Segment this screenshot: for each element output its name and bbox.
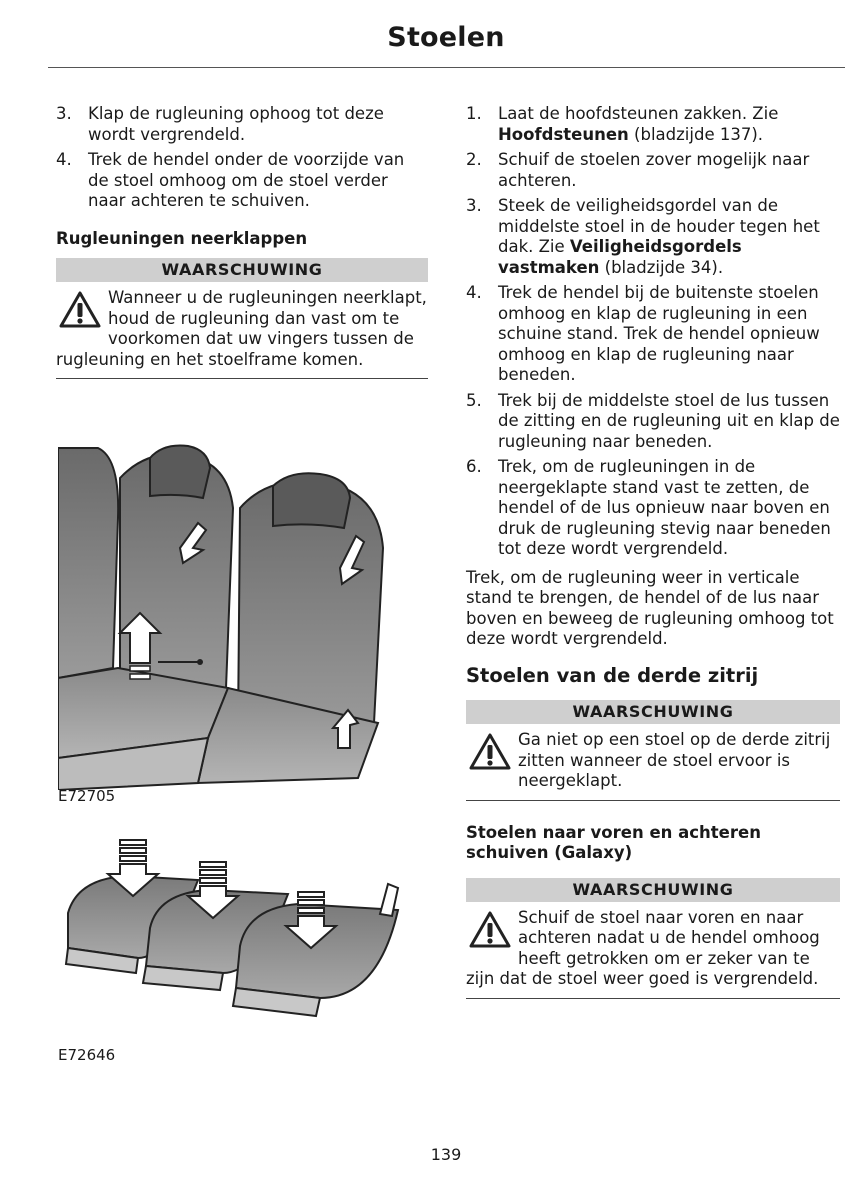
list-item: 6. Trek, om de rugleuningen in de neergeklapte stand vast te zetten, de hendel of de lus opnieuw naar boven en druk de rugleuning stevig naar beneden tot deze wordt vergrendeld. [466,457,831,558]
seats-folded-illustration [58,838,410,1040]
list-item: 5. Trek bij de middelste stoel de lus tussen de zitting en de rugleuning uit en klap de rugleuning naar beneden. [466,390,840,451]
warning-label: WAARSCHUWING [466,700,840,724]
section-heading: Stoelen van de derde zitrij [466,663,759,687]
left-column [56,104,428,379]
warning-text: Schuif de stoel naar voren en naar achteren nadat u de hendel omhoog heeft getrokken om er zeker van te zijn dat de stoel weer goed is vergrendeld. [466,907,820,988]
cross-reference: Hoofdsteunen [498,124,629,144]
warning-label: WAARSCHUWING [466,878,840,902]
warning-label: WAARSCHUWING [56,258,428,282]
warning-text: Ga niet op een stoel op de derde zitrij zitten wanneer de stoel ervoor is neergeklapt. [518,730,831,790]
warning-box [466,730,840,801]
page-number: 139 [430,1145,462,1164]
warning-box [56,288,428,379]
paragraph: Trek, om de rugleuning weer in verticale stand te brengen, de hendel of de lus naar boven en beweeg de rugleuning omhoog tot deze wordt vergrendeld. [466,567,834,648]
list-item: 3. Klap de rugleuning ophoog tot deze wordt vergrendeld. [56,104,384,144]
title-divider [48,67,845,68]
list-item: 1. Laat de hoofdsteunen zakken. Zie Hoofdsteunen (bladzijde 137). [466,104,779,144]
left-steps-list [56,104,428,212]
figure-code: E72646 [58,1046,116,1064]
page-title: Stoelen [387,22,505,53]
warning-text: Wanneer u de rugleuningen neerklapt, houd de rugleuning dan vast om te voorkomen dat uw vingers tussen de rugleuning en het stoelframe komen. [56,288,427,369]
right-steps-list [466,104,840,560]
step-text: Trek de hendel onder de voorzijde van de stoel omhoog om de stoel verder naar achteren te schuiven. [88,150,405,210]
warning-box [466,908,840,999]
cross-reference: Veiligheidsgordels vastmaken [498,237,742,277]
list-item: 3. Steek de veiligheidsgordel van de middelste stoel in de houder tegen het dak. Zie Veiligheidsgordels vastmaken (bladzijde 34). [466,196,820,277]
list-item: 2. Schuif de stoelen zover mogelijk naar achteren. [466,150,810,190]
list-item: 4. Trek de hendel bij de buitenste stoelen omhoog en klap de rugleuning in een schuine stand. Trek de hendel opnieuw omhoog en klap de rugleuning naar beneden. [466,283,820,384]
list-item: 4. Trek de hendel onder de voorzijde van de stoel omhoog om de stoel verder naar achteren te schuiven. [56,150,405,210]
warning-divider [56,378,428,379]
step-text: Klap de rugleuning ophoog tot deze wordt vergrendeld. [88,104,384,144]
section-heading: Rugleuningen neerklappen [56,228,308,248]
warning-triangle-icon [468,910,512,950]
warning-divider [466,998,840,999]
subsection-heading: Stoelen naar voren en achteren schuiven (Galaxy) [466,822,761,862]
seat-backrest-illustration [58,438,428,790]
right-column [466,104,840,999]
warning-divider [466,800,840,801]
warning-triangle-icon [468,732,512,772]
figure-code: E72705 [58,787,116,805]
warning-triangle-icon [58,290,102,330]
